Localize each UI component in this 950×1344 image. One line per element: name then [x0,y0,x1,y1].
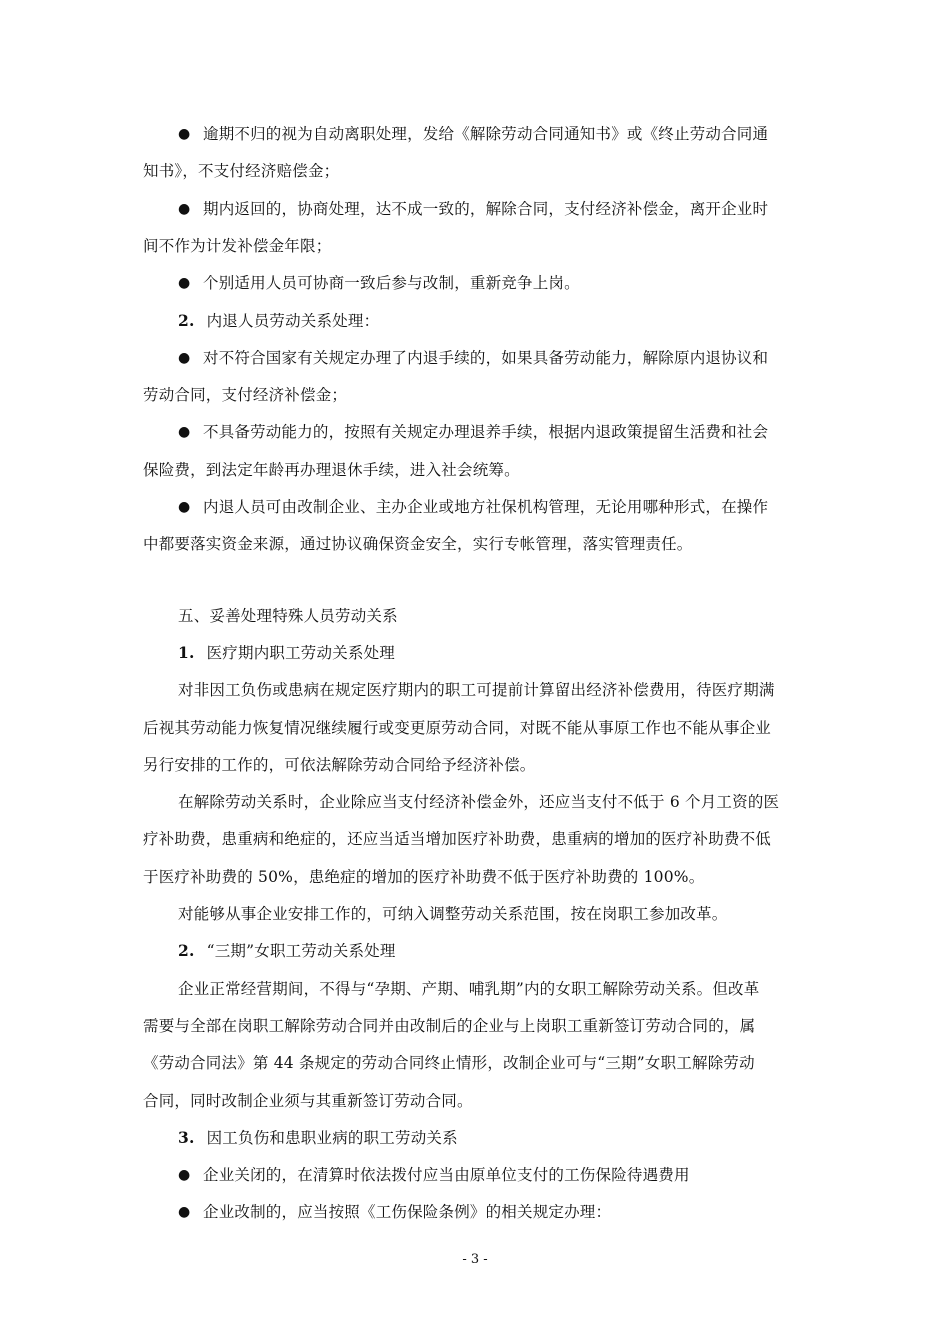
text-line: 中都要落实资金来源，通过协议确保资金安全，实行专帐管理，落实管理责任。 [143,535,693,554]
bullet-dot-icon: ● [178,349,191,366]
item-title: 医疗期内职工劳动关系处理 [206,643,395,662]
item-number: 1. [178,642,195,662]
text-line: 间不作为计发补偿金年限； [143,236,332,255]
text-line: 后视其劳动能力恢复情况继续履行或变更原劳动合同，对既不能从事原工作也不能从事企业 [143,718,772,737]
text-line: 《劳动合同法》第 44 条规定的劳动合同终止情形，改制企业可与“三期”女职工解除劳动 [143,1054,755,1073]
text-line: 于医疗补助费的 50%，患绝症的增加的医疗补助费不低于医疗补助费的 100%。 [143,867,705,886]
text-line: 保险费，到法定年龄再办理退休手续，进入社会统筹。 [143,460,520,479]
text-line: 企业关闭的，在清算时依法拨付应当由原单位支付的工伤保险待遇费用 [203,1166,690,1185]
item-number: 2. [178,941,195,961]
text-line: 企业改制的，应当按照《工伤保险条例》的相关规定办理： [203,1203,612,1222]
page-number: - 3 - [462,1252,488,1267]
text-line: 疗补助费，患重病和绝症的，还应当适当增加医疗补助费，患重病的增加的医疗补助费不低 [143,830,772,849]
bullet-dot-icon: ● [178,126,191,142]
text-line: 对不符合国家有关规定办理了内退手续的，如果具备劳动能力，解除原内退协议和 [203,348,769,367]
item-number: 2. [178,310,195,330]
text-line: 个别适用人员可协商一致后参与改制，重新竞争上岗。 [203,274,580,293]
text-line: 劳动合同，支付经济补偿金； [143,386,348,405]
text-line: 企业正常经营期间，不得与“孕期、产期、哺乳期”内的女职工解除劳动关系。但改革 [178,979,760,998]
text-line: 期内返回的，协商处理，达不成一致的，解除合同，支付经济补偿金，离开企业时 [203,199,769,218]
bullet-dot-icon: ● [178,1204,191,1221]
text-line: 对非因工负伤或患病在规定医疗期内的职工可提前计算留出经济补偿费用，待医疗期满 [178,681,775,700]
text-line: 知书》，不支付经济赔偿金； [143,162,340,181]
text-line: 合同，同时改制企业须与其重新签订劳动合同。 [143,1091,473,1110]
numbered-subheading [178,1128,950,1148]
text-line: 需要与全部在岗职工解除劳动合同并由改制后的企业与上岗职工重新签订劳动合同的，属 [143,1016,756,1035]
item-title: 内退人员劳动关系处理： [206,311,380,330]
numbered-subheading [178,941,950,961]
bullet-dot-icon: ● [178,1167,191,1184]
text-line: 逾期不归的视为自动离职处理，发给《解除劳动合同通知书》或《终止劳动合同通 [203,125,769,143]
numbered-subheading [178,311,950,331]
item-title: “三期”女职工劳动关系处理 [206,942,396,961]
bullet-dot-icon: ● [178,424,191,441]
text-line: 内退人员可由改制企业、主办企业或地方社保机构管理，无论用哪种形式，在操作 [203,498,769,516]
bullet-dot-icon: ● [178,499,191,515]
numbered-subheading [178,643,950,663]
text-line: 在解除劳动关系时，企业除应当支付经济补偿金外，还应当支付不低于 6 个月工资的医 [178,793,780,812]
text-line: 不具备劳动能力的，按照有关规定办理退养手续，根据内退政策提留生活费和社会 [203,423,769,442]
section-heading: 五、妥善处理特殊人员劳动关系 [178,606,398,625]
item-number: 3. [178,1127,195,1147]
item-title: 因工负伤和患职业病的职工劳动关系 [206,1128,458,1147]
text-line: 另行安排的工作的，可依法解除劳动合同给予经济补偿。 [143,755,536,774]
bullet-dot-icon: ● [178,275,191,292]
text-line: 对能够从事企业安排工作的，可纳入调整劳动关系范围，按在岗职工参加改革。 [178,905,728,923]
bullet-dot-icon: ● [178,200,191,217]
